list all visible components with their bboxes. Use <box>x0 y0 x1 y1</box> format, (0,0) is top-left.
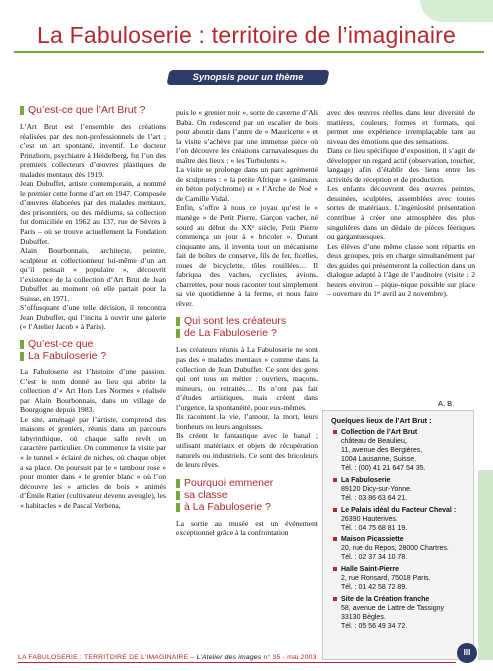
paragraph: Alain Bourbonnais, architecte, peintre, sculpteur et collectionneur lui-même d’un art qu’il pensait « populaire », découvrit l’existence de la collection d’Art Brut de Jean Dubuffet au moment où elle partait pour la Suisse, en 1971. <box>20 246 166 303</box>
corner-decoration <box>420 0 493 22</box>
place-line: Tél. : 04 75 68 81 19. <box>341 525 408 532</box>
place-line: Tél. : 03 86 63 64 21. <box>341 495 408 502</box>
place-name: Collection de l’Art Brut <box>333 428 471 437</box>
side-decoration <box>478 470 493 660</box>
heading-line: Pourquoi emmener <box>176 477 318 489</box>
heading-pourquoi <box>176 477 318 513</box>
place-entry <box>333 476 471 503</box>
footer-rule <box>18 662 456 663</box>
page-title: La Fabuloserie : territoire de l’imaginaire <box>37 22 456 48</box>
place-name: Halle Saint-Pierre <box>333 565 471 574</box>
place-line: château de Beaulieu, <box>341 438 407 445</box>
paragraph: Dans ce lieu spécifique d’exposition, il s’agit de développer un regard actif (observation, toucher, langage) afin d’établir des liens entre les activités de réception et de production. <box>327 146 475 184</box>
heading-line: sa classe <box>176 489 318 501</box>
places-box <box>322 410 474 660</box>
paragraph: La Fabuloserie est l’histoire d’une passion. C’est le nom donné au lieu qui abrite la collection d’« Art Hors Les Normes » réalisée par Alain Bourbonnais, dans un village de Bourgogne depuis 1983. <box>20 367 166 415</box>
running-footer <box>18 654 317 661</box>
place-line: 20, rue du Repos, 28000 Chartres. <box>341 545 449 552</box>
paragraph: Ils créent le fantastique avec le banal ; utilisant matériaux et objets de récupération naturels ou industriels. Ce sont des bricoleurs de leurs rêves. <box>176 431 318 470</box>
place-line: Tél. : 02 37 34 10 78. <box>341 554 408 561</box>
place-line: Tél. : 05 56 49 34 72. <box>341 623 408 630</box>
paragraph: L’Art Brut est l’ensemble des créations réalisées par des non-professionnels de l’art ; c’est un art spontané, inventif. Le docteur Prinzhorn, psychiatre à Heidelberg, fut l’un des premiers collecteurs d’œuvres plastiques de malades mentaux dès 1919. <box>20 122 166 179</box>
footer-magazine: L’Atelier des images <box>196 654 262 661</box>
place-name: Le Palais idéal du Facteur Cheval : <box>333 506 471 515</box>
author-initials: A. B. <box>438 399 455 408</box>
place-name: Site de la Création franche <box>333 595 471 604</box>
column-right <box>327 108 475 299</box>
footer-section: LA FABULOSERIE : TERRITOIRE DE L’IMAGINAIRE – <box>18 654 195 661</box>
place-entry <box>333 428 471 473</box>
place-line: 26390 Hauterives. <box>341 516 398 523</box>
place-line: Tél. : 01 42 58 72 89. <box>341 584 408 591</box>
heading-line: à La Fabuloserie ? <box>176 501 318 513</box>
column-middle <box>176 108 318 538</box>
places-box-title: Quelques lieux de l’Art Brut : <box>331 416 432 425</box>
paragraph: Le site, aménagé par l’artiste, comprend des maisons et greniers, réunis dans un parcours labyrinthique, où chaque salle revêt un caractère particulier. On commence la visite par « le tunnel » éclairé de niches, où chaque objet a sa place. On poursuit par le « tambour rose » pour monter dans « le grenier blanc » où l’on découvre les « articles de bois » animés d’Émile Ratier (cultivateur devenu aveugle), les « habitacles » de Pascal Verbena, <box>20 414 166 510</box>
paragraph: La visite se prolonge dans un parc agrémenté de sculptures : « la petite Afrique » (animaux en béton polychrome) et « l’Arche de Noé » de Camille Vidal. <box>176 165 318 203</box>
place-line: 33130 Bègles. <box>341 614 386 621</box>
title-divider <box>14 51 484 53</box>
heading-line: La Fabuloserie ? <box>20 350 166 362</box>
paragraph: avec des œuvres réelles dans leur diversité de matières, couleurs, formes et formats, qui permet une expérience irremplaçable tant au niveau des émotions que des sensations. <box>327 108 475 146</box>
paragraph: La sortie au musée est un événement exceptionnel grâce à la confrontation <box>176 518 318 538</box>
place-entry <box>333 506 471 533</box>
paragraph: Les élèves d’une même classe sont répartis en deux groupes, pris en charge simultanément par des guides qui présenteront la collection dans un dialogue adapté à l’âge de l’auditoire (visite : 2 heures environ – pique-nique possible sur place – ouverture du 1ᵉʳ avril au 2 novembre). <box>327 241 475 299</box>
paragraph: S’offusquant d’une telle décision, il rencontra Jean Dubuffet, qui l’incita à ouvrir une galerie (« l’Atelier Jacob » à Paris). <box>20 303 166 332</box>
place-entry <box>333 595 471 631</box>
place-line: Tél. : (00) 41 21 647 54 35. <box>341 465 426 472</box>
heading-line: Qu’est-ce que <box>20 338 166 350</box>
paragraph: Enfin, s’offre à nous ce joyau qu’est le « manège » de Petit Pierre. Garçon vacher, né sourd au début du XXᵉ siècle, Petit Pierre commença un jour à « bricoler ». Durant cinquante ans, il inventa tout un mécanisme fait de boîtes de conserve, fils de fer, ficelles, roues de bicyclette, tôles rouillées… Il fabriqua des vaches, cyclistes, avions, charrettes, pour nous raconter tout simplement sa vie quotidienne à la ferme, et nous faire rêver. <box>176 203 318 308</box>
footer-issue: n° 35 - mai 2003 <box>263 654 317 661</box>
heading-art-brut: Qu’est-ce que l’Art Brut ? <box>20 104 166 116</box>
column-left <box>20 104 166 510</box>
paragraph: Les enfants découvrent des œuvres peintes, dessinées, sculptées, assemblées avec toutes sortes de matériaux. L’ingéniosité présentation contribue à créer une atmosphère des plus singulières dans un dédale de pièces féeriques ou gargantuesques. <box>327 184 475 242</box>
place-entry <box>333 535 471 562</box>
paragraph: Les créateurs réunis à La Fabuloserie ne sont pas des « malades mentaux » comme dans la collection de Jean Dubuffet. Ce sont des gens qui ont tous un métier : ouvriers, maçons, mineurs, ou retraités… Ils n’ont pas fait d’études artistiques, mais créent dans l’urgence, la spontanéité, pour eux-mêmes. <box>176 345 318 412</box>
paragraph: Ils racontent la vie, l’amour, la mort, leurs bonheurs ou leurs angoisses. <box>176 412 318 431</box>
page-number: III <box>457 643 477 663</box>
place-name: Maison Picassiette <box>333 535 471 544</box>
place-line: 1004 Lausanne, Suisse. <box>341 456 417 463</box>
place-line: 89120 Dicy-sur-Yonne. <box>341 486 412 493</box>
paragraph: Jean Dubuffet, artiste contemporain, a nommé le premier cette forme d’art en 1947. Composée d’œuvres élaborées par des malades mentaux, des prisonniers, ou des médiums, sa collection fut domiciliée en 1962 au 137, rue de Sèvres à Paris – où se trouve actuellement la Fondation Dubuffet. <box>20 179 166 246</box>
place-line: 58, avenue de Lattre de Tassigny <box>341 605 445 612</box>
place-name: La Fabuloserie <box>333 476 471 485</box>
place-entry <box>333 565 471 592</box>
section-banner-label: Synopsis pour un thème <box>192 72 304 83</box>
heading-fabuloserie <box>20 338 166 362</box>
paragraph: puis le « grenier noir », sorte de caverne d’Ali Baba. On redescend par un escalier de bois pour aboutir dans l’antre de « Mauricette » et la visite s’achève par une immense pièce où l’on découvre les créations carnavalesques du maître des lieux : « les Turbulents ». <box>176 108 318 165</box>
heading-line: Qui sont les créateurs <box>176 315 318 327</box>
heading-line: de La Fabuloserie ? <box>176 327 318 339</box>
heading-createurs <box>176 315 318 339</box>
place-line: 11, avenue des Bergières, <box>341 447 423 454</box>
place-line: 2, rue Ronsard, 75018 Paris. <box>341 575 431 582</box>
